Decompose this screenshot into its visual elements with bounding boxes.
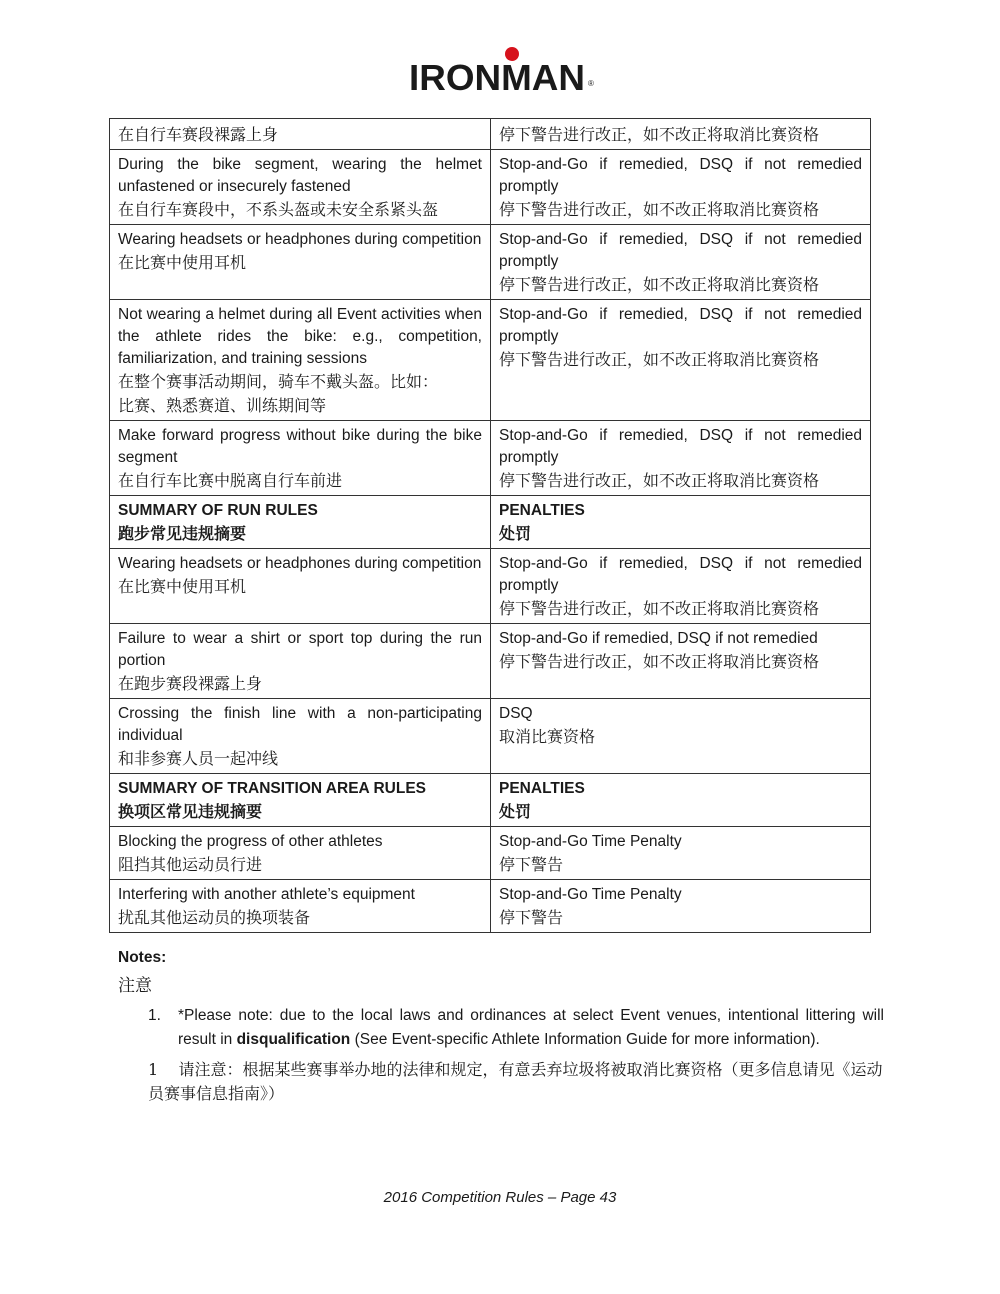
- penalties-header-cell: [491, 774, 871, 827]
- rule-row: [110, 549, 871, 624]
- left-text-en: Interfering with another athlete’s equipment: [118, 886, 415, 903]
- right-text-cn: 停下警告: [499, 908, 564, 927]
- penalties-header-cell: [491, 496, 871, 549]
- left-text-en: Wearing headsets or headphones during competition: [118, 555, 482, 572]
- rule-row: [110, 421, 871, 496]
- left-text-cn: 在自行车赛段裸露上身: [118, 125, 279, 144]
- note-number: 1.: [148, 1007, 161, 1024]
- left-text-en: During the bike segment, wearing the helmet unfastened or insecurely fastened: [118, 156, 482, 195]
- right-text-cn: 停下警告进行改正，如不改正将取消比赛资格: [499, 599, 820, 618]
- rule-cell: [110, 225, 491, 300]
- left-text-cn: 在比赛中使用耳机: [118, 253, 247, 272]
- right-text-en: Stop-and-Go if remedied, DSQ if not remedied promptly: [499, 156, 862, 195]
- notes-heading-cn: 注意: [118, 976, 152, 996]
- section-header-row: [110, 774, 871, 827]
- right-text-en: Stop-and-Go if remedied, DSQ if not remedied: [499, 630, 818, 647]
- left-text-cn: 扰乱其他运动员的换项装备: [118, 908, 311, 927]
- rule-cell: [110, 624, 491, 699]
- left-text-cn: 在整个赛事活动期间，骑车不戴头盔。比如： 比赛、熟悉赛道、训练期间等: [118, 372, 439, 415]
- penalty-cell: [491, 880, 871, 933]
- rule-row: [110, 624, 871, 699]
- left-text-en: SUMMARY OF RUN RULES: [118, 502, 318, 519]
- right-text-en: Stop-and-Go if remedied, DSQ if not remedied promptly: [499, 306, 862, 345]
- notes-heading: Notes:: [118, 949, 167, 966]
- page-footer: 2016 Competition Rules – Page 43: [383, 1189, 617, 1206]
- left-text-cn: 在自行车赛段中，不系头盔或未安全系紧头盔: [118, 200, 439, 219]
- section-header-row: [110, 496, 871, 549]
- right-text-en: PENALTIES: [499, 780, 585, 797]
- rule-cell: [110, 699, 491, 774]
- right-text-cn: 处罚: [499, 524, 532, 543]
- penalty-cell: [491, 549, 871, 624]
- penalty-cell: [491, 624, 871, 699]
- right-text-cn: 停下警告进行改正，如不改正将取消比赛资格: [499, 125, 820, 144]
- right-text-cn: 停下警告进行改正，如不改正将取消比赛资格: [499, 652, 820, 671]
- left-text-en: Wearing headsets or headphones during competition: [118, 231, 482, 248]
- rule-row: [110, 827, 871, 880]
- rule-row: [110, 300, 871, 421]
- left-text-cn: 阻挡其他运动员行进: [118, 855, 263, 874]
- section-title-cell: [110, 496, 491, 549]
- rule-row: [110, 880, 871, 933]
- penalty-cell: [491, 225, 871, 300]
- section-title-cell: [110, 774, 491, 827]
- left-text-en: Failure to wear a shirt or sport top during the run portion: [118, 630, 482, 669]
- left-text-cn: 在比赛中使用耳机: [118, 577, 247, 596]
- note-item-1-cn: 1 请注意：根据某些赛事举办地的法律和规定，有意丢弃垃圾将被取消比赛资格（更多信息请见《运动员赛事信息指南》）: [148, 1060, 883, 1103]
- penalty-cell: [491, 119, 871, 150]
- rule-cell: [110, 300, 491, 421]
- note-emphasis: disqualification: [236, 1031, 351, 1048]
- right-text-en: Stop-and-Go if remedied, DSQ if not remedied promptly: [499, 555, 862, 594]
- penalty-cell: [491, 827, 871, 880]
- right-text-en: Stop-and-Go if remedied, DSQ if not remedied promptly: [499, 231, 862, 270]
- logo-wordmark: IRONMAN: [409, 57, 585, 98]
- rule-cell: [110, 549, 491, 624]
- left-text-en: Blocking the progress of other athletes: [118, 833, 383, 850]
- right-text-en: Stop-and-Go if remedied, DSQ if not remedied promptly: [499, 427, 862, 466]
- rule-row: [110, 119, 871, 150]
- right-text-cn: 处罚: [499, 802, 532, 821]
- left-text-en: Not wearing a helmet during all Event activities when the athlete rides the bike: e.g., competition, familiarization, and training sessions: [118, 306, 482, 367]
- left-text-en: Crossing the finish line with a non-participating individual: [118, 705, 482, 744]
- left-text-cn: 在跑步赛段裸露上身: [118, 674, 263, 693]
- right-text-en: PENALTIES: [499, 502, 585, 519]
- rule-cell: [110, 827, 491, 880]
- rule-row: [110, 225, 871, 300]
- rule-cell: [110, 150, 491, 225]
- left-text-cn: 换项区常见违规摘要: [118, 802, 263, 821]
- note-text-cn: 请注意：根据某些赛事举办地的法律和规定，有意丢弃垃圾将被取消比赛资格（更多信息请见《运动员赛事信息指南》）: [148, 1060, 883, 1103]
- penalty-cell: [491, 300, 871, 421]
- rules-table: [109, 118, 871, 933]
- rule-cell: [110, 421, 491, 496]
- right-text-en: DSQ: [499, 705, 533, 722]
- right-text-cn: 取消比赛资格: [499, 727, 596, 746]
- right-text-cn: 停下警告进行改正，如不改正将取消比赛资格: [499, 471, 820, 490]
- penalty-cell: [491, 150, 871, 225]
- left-text-cn: 跑步常见违规摘要: [118, 524, 247, 543]
- left-text-en: SUMMARY OF TRANSITION AREA RULES: [118, 780, 426, 797]
- rule-cell: [110, 119, 491, 150]
- right-text-cn: 停下警告: [499, 855, 564, 874]
- rule-cell: [110, 880, 491, 933]
- left-text-en: Make forward progress without bike during the bike segment: [118, 427, 482, 466]
- right-text-en: Stop-and-Go Time Penalty: [499, 886, 682, 903]
- right-text-cn: 停下警告进行改正，如不改正将取消比赛资格: [499, 275, 820, 294]
- ironman-logo: [0, 44, 1000, 100]
- right-text-en: Stop-and-Go Time Penalty: [499, 833, 682, 850]
- notes-section: [118, 946, 884, 1106]
- rule-row: [110, 699, 871, 774]
- left-text-cn: 和非参赛人员一起冲线: [118, 749, 279, 768]
- registered-mark-icon: ®: [588, 79, 594, 88]
- note-text: *Please note: due to the local laws and ordinances at select Event venues, intentional littering will result in disqualification (See Event-specific Athlete Information Guide for more information).: [178, 1007, 884, 1048]
- right-text-cn: 停下警告进行改正，如不改正将取消比赛资格: [499, 350, 820, 369]
- right-text-cn: 停下警告进行改正，如不改正将取消比赛资格: [499, 200, 820, 219]
- penalty-cell: [491, 421, 871, 496]
- penalty-cell: [491, 699, 871, 774]
- note-item-1: [148, 1004, 884, 1052]
- rule-row: [110, 150, 871, 225]
- left-text-cn: 在自行车比赛中脱离自行车前进: [118, 471, 343, 490]
